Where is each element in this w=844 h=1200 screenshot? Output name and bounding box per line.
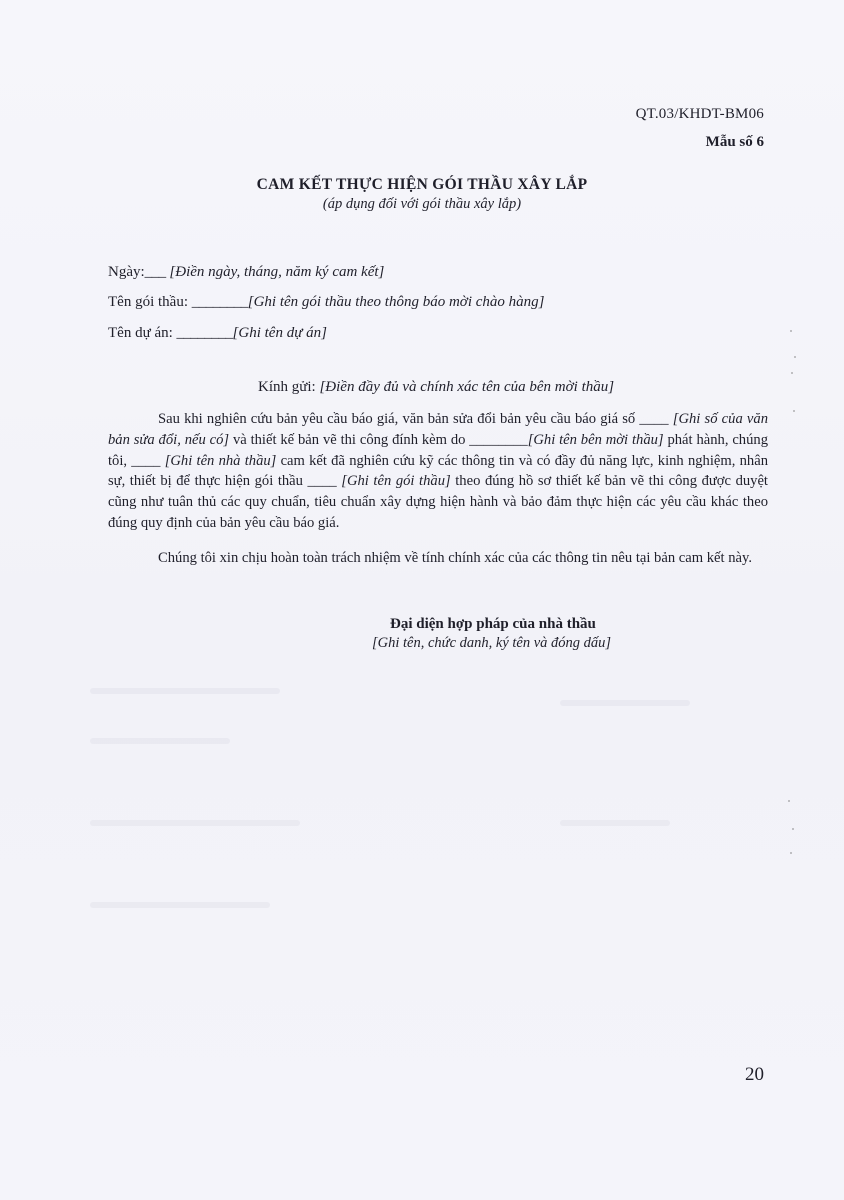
paragraph-text: phát hành, chúng tôi, ____ [108,431,768,469]
package-name-hint: [Ghi tên gói thầu theo thông báo mời chào hàng] [247,294,545,310]
package-name-label: Tên gói thầu: [108,294,188,310]
greeting-label: Kính gửi: [258,379,316,395]
paragraph-text: cam kết đã nghiên cứu kỹ các thông tin và có đầy đủ năng lực, kinh nghiệm, nhân sự, thiết bị để thực hiện gói thầu ____ [108,452,768,490]
paragraph-text: và thiết kế bản vẽ thi công đính kèm do ________ [229,431,528,448]
scan-speck [793,410,795,412]
project-name-field [108,325,327,342]
project-name-label: Tên dự án: [108,325,173,341]
paragraph-hint: [Ghi tên gói thầu] [341,473,451,490]
responsibility-paragraph [108,548,768,569]
paragraph-hint: [Ghi tên nhà thầu] [164,452,277,469]
date-blank: ___ [144,264,166,280]
form-number: Mẫu số 6 [705,134,764,150]
project-name-blank: ________ [176,325,233,341]
paragraph-text: theo đúng hồ sơ thiết kế bản vẽ thi công được duyệt cũng như tuân thủ các quy chuẩn, tiêu chuẩn xây dựng hiện hành và bảo đảm thực hiện các yêu cầu khác theo đúng quy định của bản yêu cầu báo giá. [108,473,768,531]
document-code: QT.03/KHDT-BM06 [635,106,764,122]
scan-speck [790,852,792,854]
paragraph-hint: [Ghi tên bên mời thầu] [527,431,664,448]
package-name-field [108,294,544,311]
paragraph-text: Sau khi nghiên cứu bản yêu cầu báo giá, văn bản sửa đổi bản yêu cầu báo giá số ____ [158,411,673,427]
date-hint: [Điền ngày, tháng, năm ký cam kết] [169,264,385,280]
bleed-through-mark [90,902,270,908]
package-name-blank: ________ [191,294,248,310]
project-name-hint: [Ghi tên dự án] [232,325,327,341]
paragraph-text: Chúng tôi xin chịu hoàn toàn trách nhiệm về tính chính xác của các thông tin nêu tại bản cam kết này. [158,550,752,566]
greeting-line [258,379,614,396]
document-title: CAM KẾT THỰC HIỆN GÓI THẦU XÂY LẮP [256,176,588,193]
scan-speck [791,372,793,374]
paragraph-hint: [Ghi số của văn bản sửa đổi, nếu có] [108,411,769,448]
signature-hint: [Ghi tên, chức danh, ký tên và đóng dấu] [372,635,612,651]
date-label: Ngày: [108,264,145,280]
scan-speck [788,800,790,802]
bleed-through-mark [90,688,280,694]
bleed-through-mark [90,738,230,744]
signature-title: Đại diện hợp pháp của nhà thầu [390,616,596,632]
bleed-through-mark [560,820,670,826]
page-number: 20 [745,1064,764,1085]
bleed-through-mark [90,820,300,826]
commitment-paragraph [108,409,768,534]
scan-speck [794,356,796,358]
date-field [108,264,384,281]
scan-speck [792,828,794,830]
document-subtitle: (áp dụng đối với gói thầu xây lắp) [322,196,522,212]
scan-speck [790,330,792,332]
greeting-hint: [Điền đầy đủ và chính xác tên của bên mời thầu] [319,379,615,395]
bleed-through-mark [560,700,690,706]
